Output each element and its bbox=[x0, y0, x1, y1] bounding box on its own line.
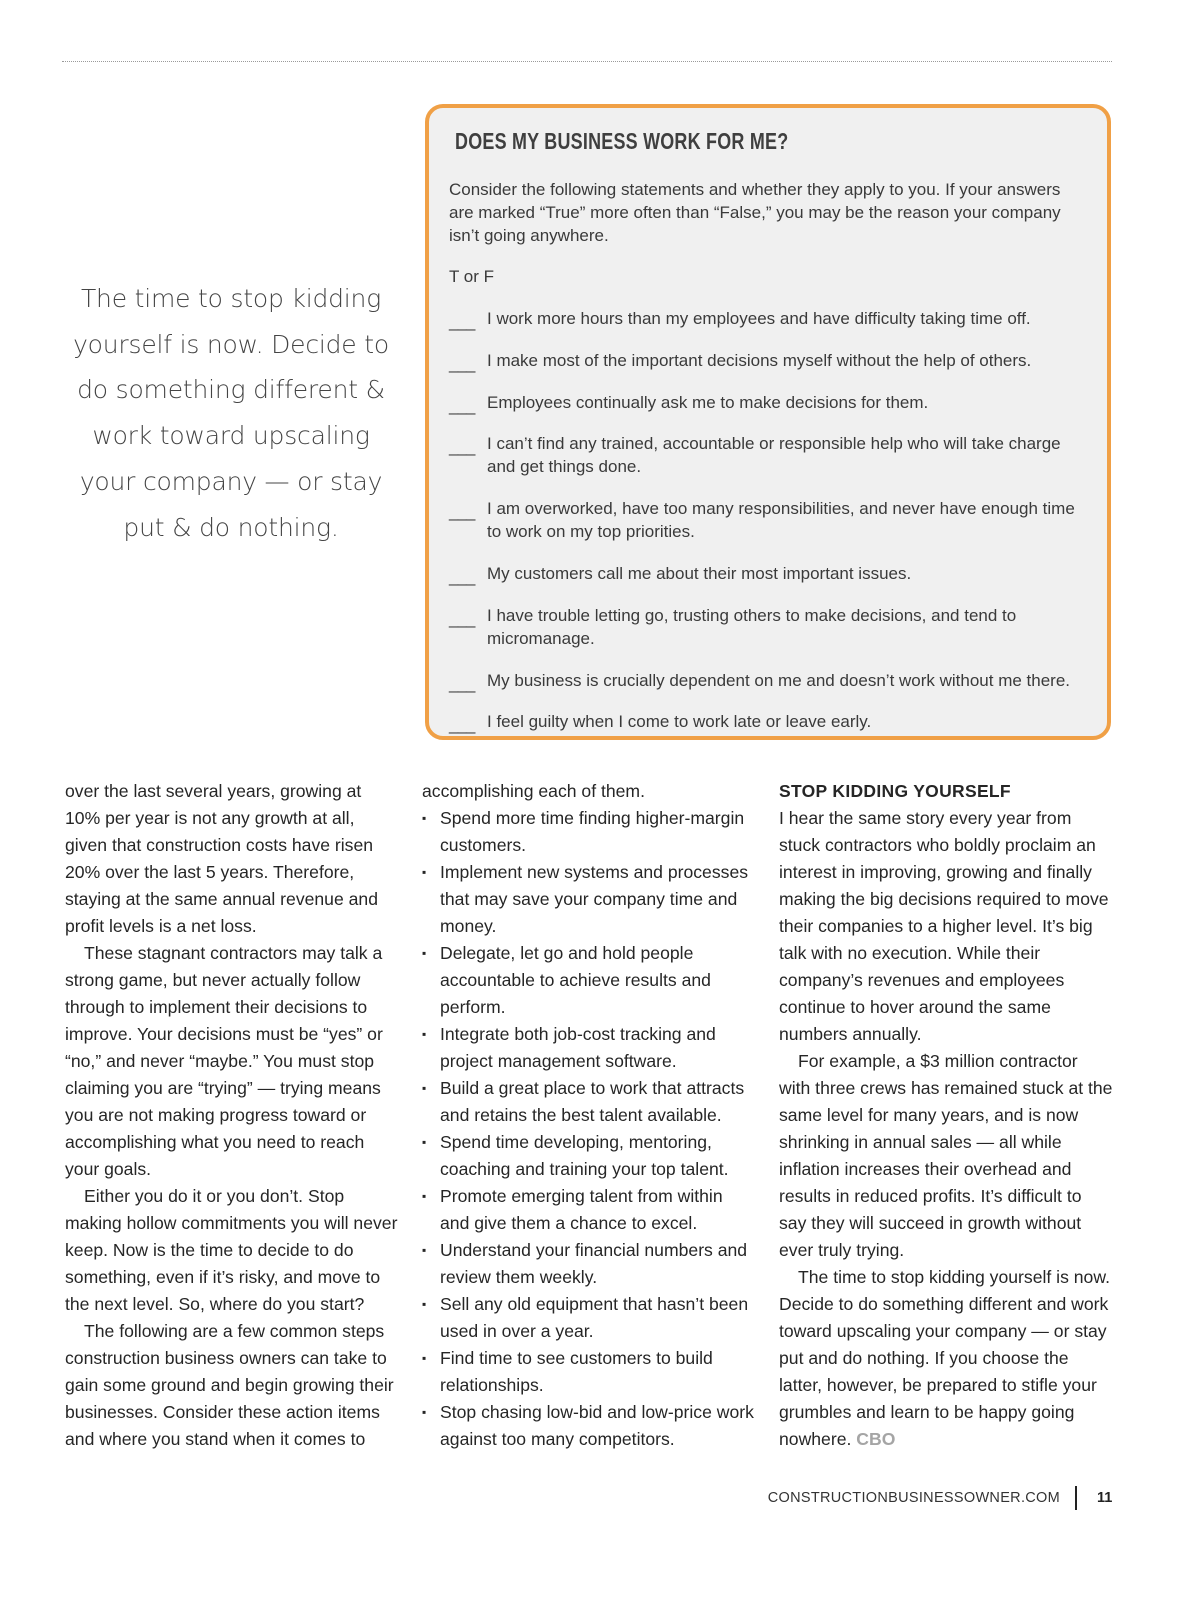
sidebar-title: DOES MY BUSINESS WORK FOR ME? bbox=[455, 128, 789, 154]
checklist-statement: Employees continually ask me to make decisions for them. bbox=[487, 392, 929, 412]
answer-blank: ___ bbox=[449, 353, 475, 373]
checklist-item bbox=[449, 604, 1087, 650]
list-item: ▪ Spend time developing, mentoring, coaching and training your top talent. bbox=[422, 1129, 756, 1183]
paragraph-text: The time to stop kidding yourself is now. Decide to do something different and work toward upscaling your company — or stay put and do nothing. If you choose the latter, however, be prepared to stifle your grumbles and learn to be happy going nowhere. bbox=[779, 1267, 1110, 1449]
checklist-item bbox=[449, 432, 1087, 478]
answer-blank: ___ bbox=[449, 715, 475, 735]
sidebar-intro: Consider the following statements and whether they apply to you. If your answers are marked “True” more often than “False,” you may be the reason your company isn’t going anywhere. bbox=[449, 180, 1061, 245]
checklist-sidebar bbox=[425, 104, 1111, 740]
list-item: ▪ Sell any old equipment that hasn’t been used in over a year. bbox=[422, 1291, 756, 1345]
checklist-statement: I feel guilty when I come to work late or leave early. bbox=[487, 712, 872, 732]
answer-blank: ___ bbox=[449, 437, 475, 457]
checklist-statement: I am overworked, have too many responsibilities, and never have enough time to work on my top priorities. bbox=[487, 499, 1075, 542]
checklist-statement: I make most of the important decisions myself without the help of others. bbox=[487, 350, 1032, 370]
answer-blank: ___ bbox=[449, 673, 475, 693]
pull-quote: The time to stop kidding yourself is now. Decide to do something different & work toward upscaling your company — or stay put & do nothing. bbox=[73, 284, 389, 542]
body-column-1 bbox=[65, 778, 399, 1453]
section-heading: STOP KIDDING YOURSELF bbox=[779, 781, 1011, 801]
body-column-2 bbox=[422, 778, 756, 1453]
checklist-item bbox=[449, 391, 1087, 414]
paragraph: For example, a $3 million contractor with three crews has remained stuck at the same level for many years, and is now shrinking in annual sales — all while inflation increases their overhead and results in reduced profits. It’s difficult to say they will succeed in growth without ever truly trying. bbox=[779, 1051, 1113, 1260]
paragraph: Either you do it or you don’t. Stop making hollow commitments you will never keep. Now is the time to decide to do something, even if it’s risky, and move to the next level. So, where do you start? bbox=[65, 1186, 398, 1314]
list-item: ▪ Implement new systems and processes that may save your company time and money. bbox=[422, 859, 756, 940]
paragraph: The following are a few common steps construction business owners can take to gain some ground and begin growing their businesses. Consider these action items and where you stand when it comes to bbox=[65, 1321, 394, 1449]
answer-blank: ___ bbox=[449, 312, 475, 331]
list-item: ▪ Find time to see customers to build relationships. bbox=[422, 1345, 756, 1399]
list-item: ▪ Understand your financial numbers and review them weekly. bbox=[422, 1237, 756, 1291]
answer-blank: ___ bbox=[449, 608, 475, 628]
checklist-statement: My business is crucially dependent on me and doesn’t work without me there. bbox=[487, 670, 1071, 690]
checklist-statement: I have trouble letting go, trusting others to make decisions, and tend to micromanage. bbox=[487, 605, 1017, 648]
checklist-item bbox=[449, 710, 1087, 733]
paragraph: over the last several years, growing at 10% per year is not any growth at all, given that construction costs have risen 20% over the last 5 years. Therefore, staying at the same annual revenue and profit levels is a net loss. bbox=[65, 781, 378, 936]
footer-divider bbox=[1075, 1486, 1077, 1510]
checklist-item bbox=[449, 562, 1087, 585]
checklist-item bbox=[449, 669, 1087, 692]
checklist-statement: I can’t find any trained, accountable or responsible help who will take charge and get things done. bbox=[487, 434, 1061, 477]
checklist-statement: I work more hours than my employees and have difficulty taking time off. bbox=[487, 309, 1031, 328]
action-items-list bbox=[422, 805, 756, 1453]
end-mark: CBO bbox=[856, 1429, 896, 1449]
true-false-label: T or F bbox=[449, 267, 495, 286]
list-item: ▪ Promote emerging talent from within and give them a chance to excel. bbox=[422, 1183, 756, 1237]
answer-blank: ___ bbox=[449, 566, 475, 586]
paragraph: I hear the same story every year from stuck contractors who boldly proclaim an interest in improving, growing and finally making the big decisions required to move their companies to a higher level. It’s big talk with no execution. While their company’s revenues and employees continue to hover around the same numbers annually. bbox=[779, 808, 1109, 1044]
paragraph: These stagnant contractors may talk a strong game, but never actually follow through to implement their decisions to improve. Your decisions must be “yes” or “no,” and never “maybe.” You must stop claiming you are “trying” — trying means you are not making progress toward or accomplishing what you need to reach your goals. bbox=[65, 943, 383, 1179]
checklist-item bbox=[449, 349, 1087, 372]
list-item: ▪ Delegate, let go and hold people accountable to achieve results and perform. bbox=[422, 940, 756, 1021]
body-column-3 bbox=[779, 778, 1113, 1453]
footer-website: CONSTRUCTIONBUSINESSOWNER.COM bbox=[767, 1490, 1060, 1506]
checklist-item bbox=[449, 497, 1087, 543]
checklist-item bbox=[449, 307, 1087, 330]
answer-blank: ___ bbox=[449, 502, 475, 522]
paragraph: accomplishing each of them. bbox=[422, 781, 645, 801]
list-item: ▪ Spend more time finding higher-margin customers. bbox=[422, 805, 756, 859]
list-item: ▪ Integrate both job-cost tracking and project management software. bbox=[422, 1021, 756, 1075]
checklist bbox=[449, 307, 1087, 733]
answer-blank: ___ bbox=[449, 395, 475, 415]
list-item: ▪ Stop chasing low-bid and low-price work against too many competitors. bbox=[422, 1399, 756, 1453]
paragraph-final bbox=[779, 1264, 1113, 1453]
list-item: ▪ Build a great place to work that attracts and retains the best talent available. bbox=[422, 1075, 756, 1129]
page-number: 11 bbox=[1097, 1490, 1113, 1506]
checklist-statement: My customers call me about their most important issues. bbox=[487, 563, 912, 583]
top-rule bbox=[62, 61, 1112, 62]
